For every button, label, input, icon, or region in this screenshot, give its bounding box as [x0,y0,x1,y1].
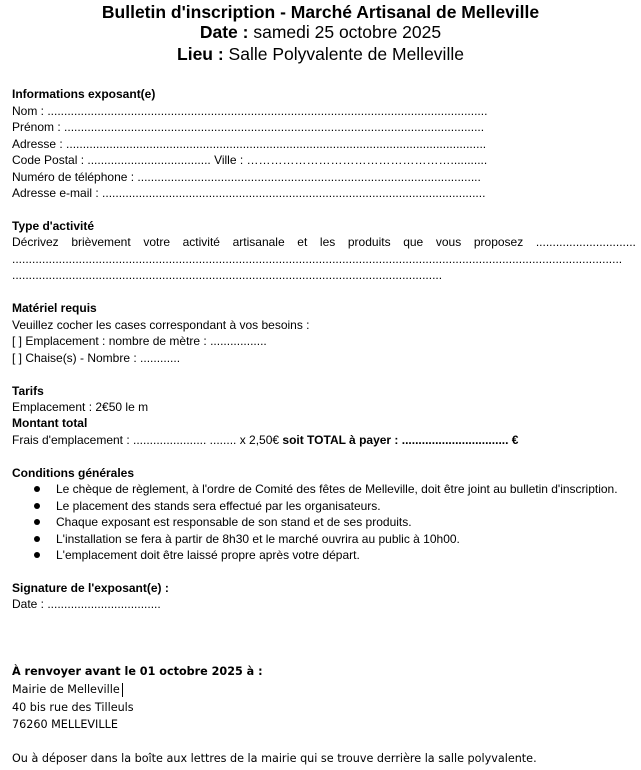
word: activité [182,235,220,249]
bullet-icon [34,552,40,558]
condition-item: L'emplacement doit être laissé propre après votre départ. [34,548,360,563]
field-telephone[interactable]: Numéro de téléphone : ....................................................................................................... [12,170,481,184]
condition-item: L'installation se fera à partir de 8h30 et le marché ouvrira au public à 10h00. [34,532,460,547]
field-prenom[interactable]: Prénom : .............................................................................................................................. [12,120,485,134]
date-value: samedi 25 octobre 2025 [248,22,442,42]
address-line-1[interactable]: Mairie de Melleville [12,681,123,699]
condition-item: Chaque exposant est responsable de son stand et de ses produits. [34,515,412,530]
section-activite-heading: Type d'activité [12,219,94,233]
field-email[interactable]: Adresse e-mail : ................................................................................................................... [12,186,486,200]
total-a-payer: soit TOTAL à payer : ................................ € [282,433,519,447]
condition-item: Le chèque de règlement, à l'ordre de Comité des fêtes de Melleville, doit être joint au bulletin d'inscription. [34,482,618,497]
word: produits [347,235,391,249]
field-nom[interactable]: Nom : .................................................................................................................................... [12,104,488,118]
word: et [297,235,308,249]
word: que [403,235,424,249]
word: votre [143,235,170,249]
renvoi-heading: À renvoyer avant le 01 octobre 2025 à : [12,665,263,678]
word: artisanale [232,235,285,249]
word: proposez [473,235,524,249]
word: brièvement [71,235,131,249]
place-label: Lieu : [177,44,224,64]
field-adresse[interactable]: Adresse : .............................................................................................................................. [12,137,487,151]
bullet-icon [34,519,40,525]
activite-line-3[interactable]: ................................................................................................................................. [12,268,443,282]
activite-description-line[interactable] [12,235,636,250]
materiel-intro: Veuillez cocher les cases correspondant à vos besoins : [12,318,310,332]
word: .............................. [535,235,636,249]
word: vous [435,235,462,249]
depot-note: Ou à déposer dans la boîte aux lettres de la mairie qui se trouve derrière la salle polyvalente. [12,752,537,765]
checkbox-emplacement[interactable]: [ ] Emplacement : nombre de mètre : ................. [12,334,267,348]
frais-emplacement-line[interactable] [12,433,518,448]
section-tarifs-heading: Tarifs [12,384,44,398]
signature-date-field[interactable]: Date : .................................. [12,597,161,611]
date-label: Date : [199,22,249,42]
word: les [319,235,336,249]
condition-item: Le placement des stands sera effectué par les organisateurs. [34,499,381,514]
text-cursor [122,683,123,697]
address-line-3: 76260 MELLEVILLE [12,718,118,731]
place-value: Salle Polyvalente de Melleville [223,44,464,64]
word: Décrivez [12,235,59,249]
checkbox-chaises[interactable]: [ ] Chaise(s) - Nombre : ............ [12,351,181,365]
bullet-icon [34,503,40,509]
section-exposant-heading: Informations exposant(e) [12,87,156,101]
signature-heading: Signature de l'exposant(e) : [12,581,169,595]
address-line-2: 40 bis rue des Tilleuls [12,701,134,714]
tarif-emplacement: Emplacement : 2€50 le m [12,400,149,414]
activite-line-2[interactable]: ....................................................................................................................................................................................... [12,252,623,266]
event-place [0,44,641,65]
form-title: Bulletin d'inscription - Marché Artisanal de Melleville [101,2,540,22]
event-date [0,22,641,43]
field-code-postal-ville[interactable]: Code Postal : ..................................... Ville : ……………………………………………........... [12,153,488,167]
section-materiel-heading: Matériel requis [12,301,97,315]
bullet-icon [34,486,40,492]
montant-total-heading: Montant total [12,416,88,430]
section-conditions-heading: Conditions générales [12,466,135,480]
bullet-icon [34,536,40,542]
frais-prefix: Frais d'emplacement : ...................... ........ x 2,50€ [12,433,283,447]
